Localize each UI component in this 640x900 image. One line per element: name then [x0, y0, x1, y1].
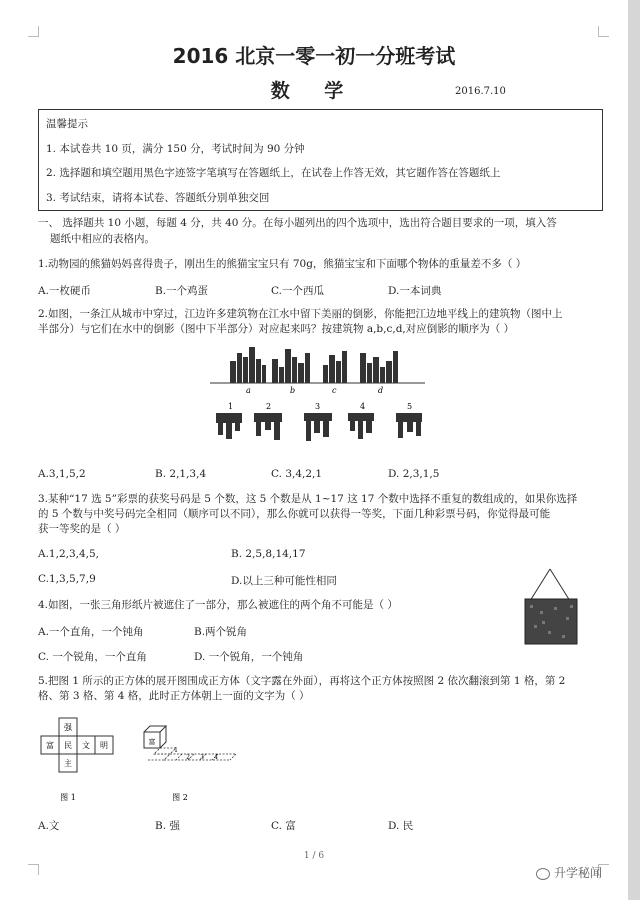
page-number: 1 / 6 — [303, 851, 325, 861]
tips-item: 1. 本试卷共 10 页，满分 150 分，考试时间为 90 分钟 — [46, 143, 305, 155]
q2-option-d: D. 2,3,1,5 — [388, 468, 440, 480]
crop-mark — [28, 26, 39, 37]
q2-option-a: A.3,1,5,2 — [38, 468, 86, 480]
tips-item: 3. 考试结束，请将本试卷、答题纸分别单独交回 — [46, 192, 270, 204]
reflection-label: 3 — [315, 402, 321, 411]
q1-option-c: C.一个西瓜 — [271, 285, 324, 297]
crop-mark — [598, 26, 609, 37]
section-instruction: 一、 选择题共 10 小题，每题 4 分，共 40 分。在每小题列出的四个选项中，选出符合题目要求的一项，填入答 — [38, 217, 557, 229]
question-3-stem: 的 5 个数与中奖号码完全相同（顺序可以不同），那么你就可以获得一等奖，下面几种彩票号码，你觉得最可能 — [38, 508, 551, 520]
q5-option-a: A.文 — [38, 820, 60, 832]
q2-option-b: B. 2,1,3,4 — [155, 468, 207, 480]
skyline-buildings — [230, 347, 398, 383]
building-label: a — [246, 386, 251, 395]
question-2-stem: 半部分）与它们在水中的倒影（图中下半部分）对应起来吗？按建筑物 a,b,c,d,对应倒影的顺序为（ ） — [38, 323, 515, 335]
q3-option-d: D.以上三种可能性相同 — [231, 575, 337, 587]
scroll-rail[interactable] — [628, 0, 640, 900]
q5-option-b: B. 强 — [155, 820, 180, 832]
q4-option-c: C. 一个锐角，一个直角 — [38, 651, 147, 663]
question-4-stem: 4.如图，一张三角形纸片被遮住了一部分，那么被遮住的两个角不可能是（ ） — [38, 599, 398, 611]
net-face: 强 — [64, 723, 72, 732]
question-1-stem: 1.动物园的熊猫妈妈喜得贵子，刚出生的熊猫宝宝只有 70g，熊猫宝宝和下面哪个物体的重量差不多（ ） — [38, 258, 527, 270]
q1-option-b: B.一个鸡蛋 — [155, 285, 209, 297]
q4-option-d: D. 一个锐角，一个钝角 — [194, 651, 304, 663]
grid-number: 3 — [200, 754, 204, 761]
reflection-label: 4 — [360, 402, 366, 411]
crop-mark — [28, 864, 39, 875]
q4-option-a: A.一个直角，一个钝角 — [38, 626, 144, 638]
net-face: 明 — [100, 741, 108, 750]
q5-option-c: C. 富 — [271, 820, 296, 832]
water-reflections — [216, 413, 422, 441]
net-face: 富 — [46, 741, 54, 750]
tips-heading: 温馨提示 — [46, 118, 88, 130]
grid-number: 4 — [214, 754, 218, 761]
net-face: 主 — [64, 759, 72, 768]
q1-option-d: D.一本词典 — [388, 285, 442, 297]
watermark — [536, 864, 602, 881]
rolling-cube-figure — [138, 722, 248, 806]
question-3-stem: 获一等奖的是（ ） — [38, 523, 126, 535]
wechat-icon — [536, 868, 550, 880]
question-3-stem: 3.某种“17 选 5”彩票的获奖号码是 5 个数，这 5 个数是从 1~17 这 17 个数中选择不重复的数组成的，如果你选择 — [38, 493, 578, 505]
tips-box — [38, 109, 603, 211]
building-label: b — [290, 386, 296, 395]
net-face: 文 — [82, 741, 90, 750]
question-5-stem: 格、第 3 格、第 4 格，此时正方体朝上一面的文字为（ ） — [38, 690, 310, 702]
figure-1-caption: 图 1 — [60, 793, 76, 802]
q3-option-b: B. 2,5,8,14,17 — [231, 548, 306, 560]
q3-option-c: C.1,3,5,7,9 — [38, 573, 96, 585]
q4-option-b: B.两个锐角 — [194, 626, 248, 638]
grid-number: 2 — [186, 754, 190, 761]
q3-option-a: A.1,2,3,4,5, — [38, 548, 100, 560]
covered-triangle-figure — [520, 567, 585, 647]
cube-front-face: 富 — [148, 738, 156, 746]
q2-option-c: C. 3,4,2,1 — [271, 468, 323, 480]
building-label: c — [332, 386, 337, 395]
grid-number: 1 — [174, 747, 178, 754]
question-2-stem: 2.如图，一条江从城市中穿过，江边许多建筑物在江水中留下美丽的倒影，你能把江边地平线上的建筑物（图中上 — [38, 308, 563, 320]
building-label: d — [378, 386, 384, 395]
net-face: 民 — [64, 741, 72, 750]
reflection-label: 5 — [407, 402, 413, 411]
question-5-stem: 5.把图 1 所示的正方体的展开图围成正方体（文字露在外面），再将这个正方体按照图 2 依次翻滚到第 1 格，第 2 — [38, 675, 566, 687]
tips-item: 2. 选择题和填空题用黑色字迹签字笔填写在答题纸上，在试卷上作答无效，其它题作答在答题纸上 — [46, 167, 501, 179]
q5-option-d: D. 民 — [388, 820, 414, 832]
cube-net-figure — [30, 716, 135, 806]
reflection-label: 1 — [228, 402, 234, 411]
buildings-reflection-figure — [210, 343, 425, 445]
exam-title: 2016 北京一零一初一分班考试 — [172, 44, 456, 68]
subject-heading: 数 学 — [270, 80, 358, 102]
exam-date: 2016.7.10 — [455, 86, 506, 97]
reflection-label: 2 — [266, 402, 272, 411]
section-instruction: 题纸中相应的表格内。 — [50, 233, 155, 245]
figure-2-caption: 图 2 — [172, 793, 188, 802]
watermark-text: 升学秘闻 — [554, 866, 603, 880]
q1-option-a: A.一枚硬币 — [38, 285, 91, 297]
